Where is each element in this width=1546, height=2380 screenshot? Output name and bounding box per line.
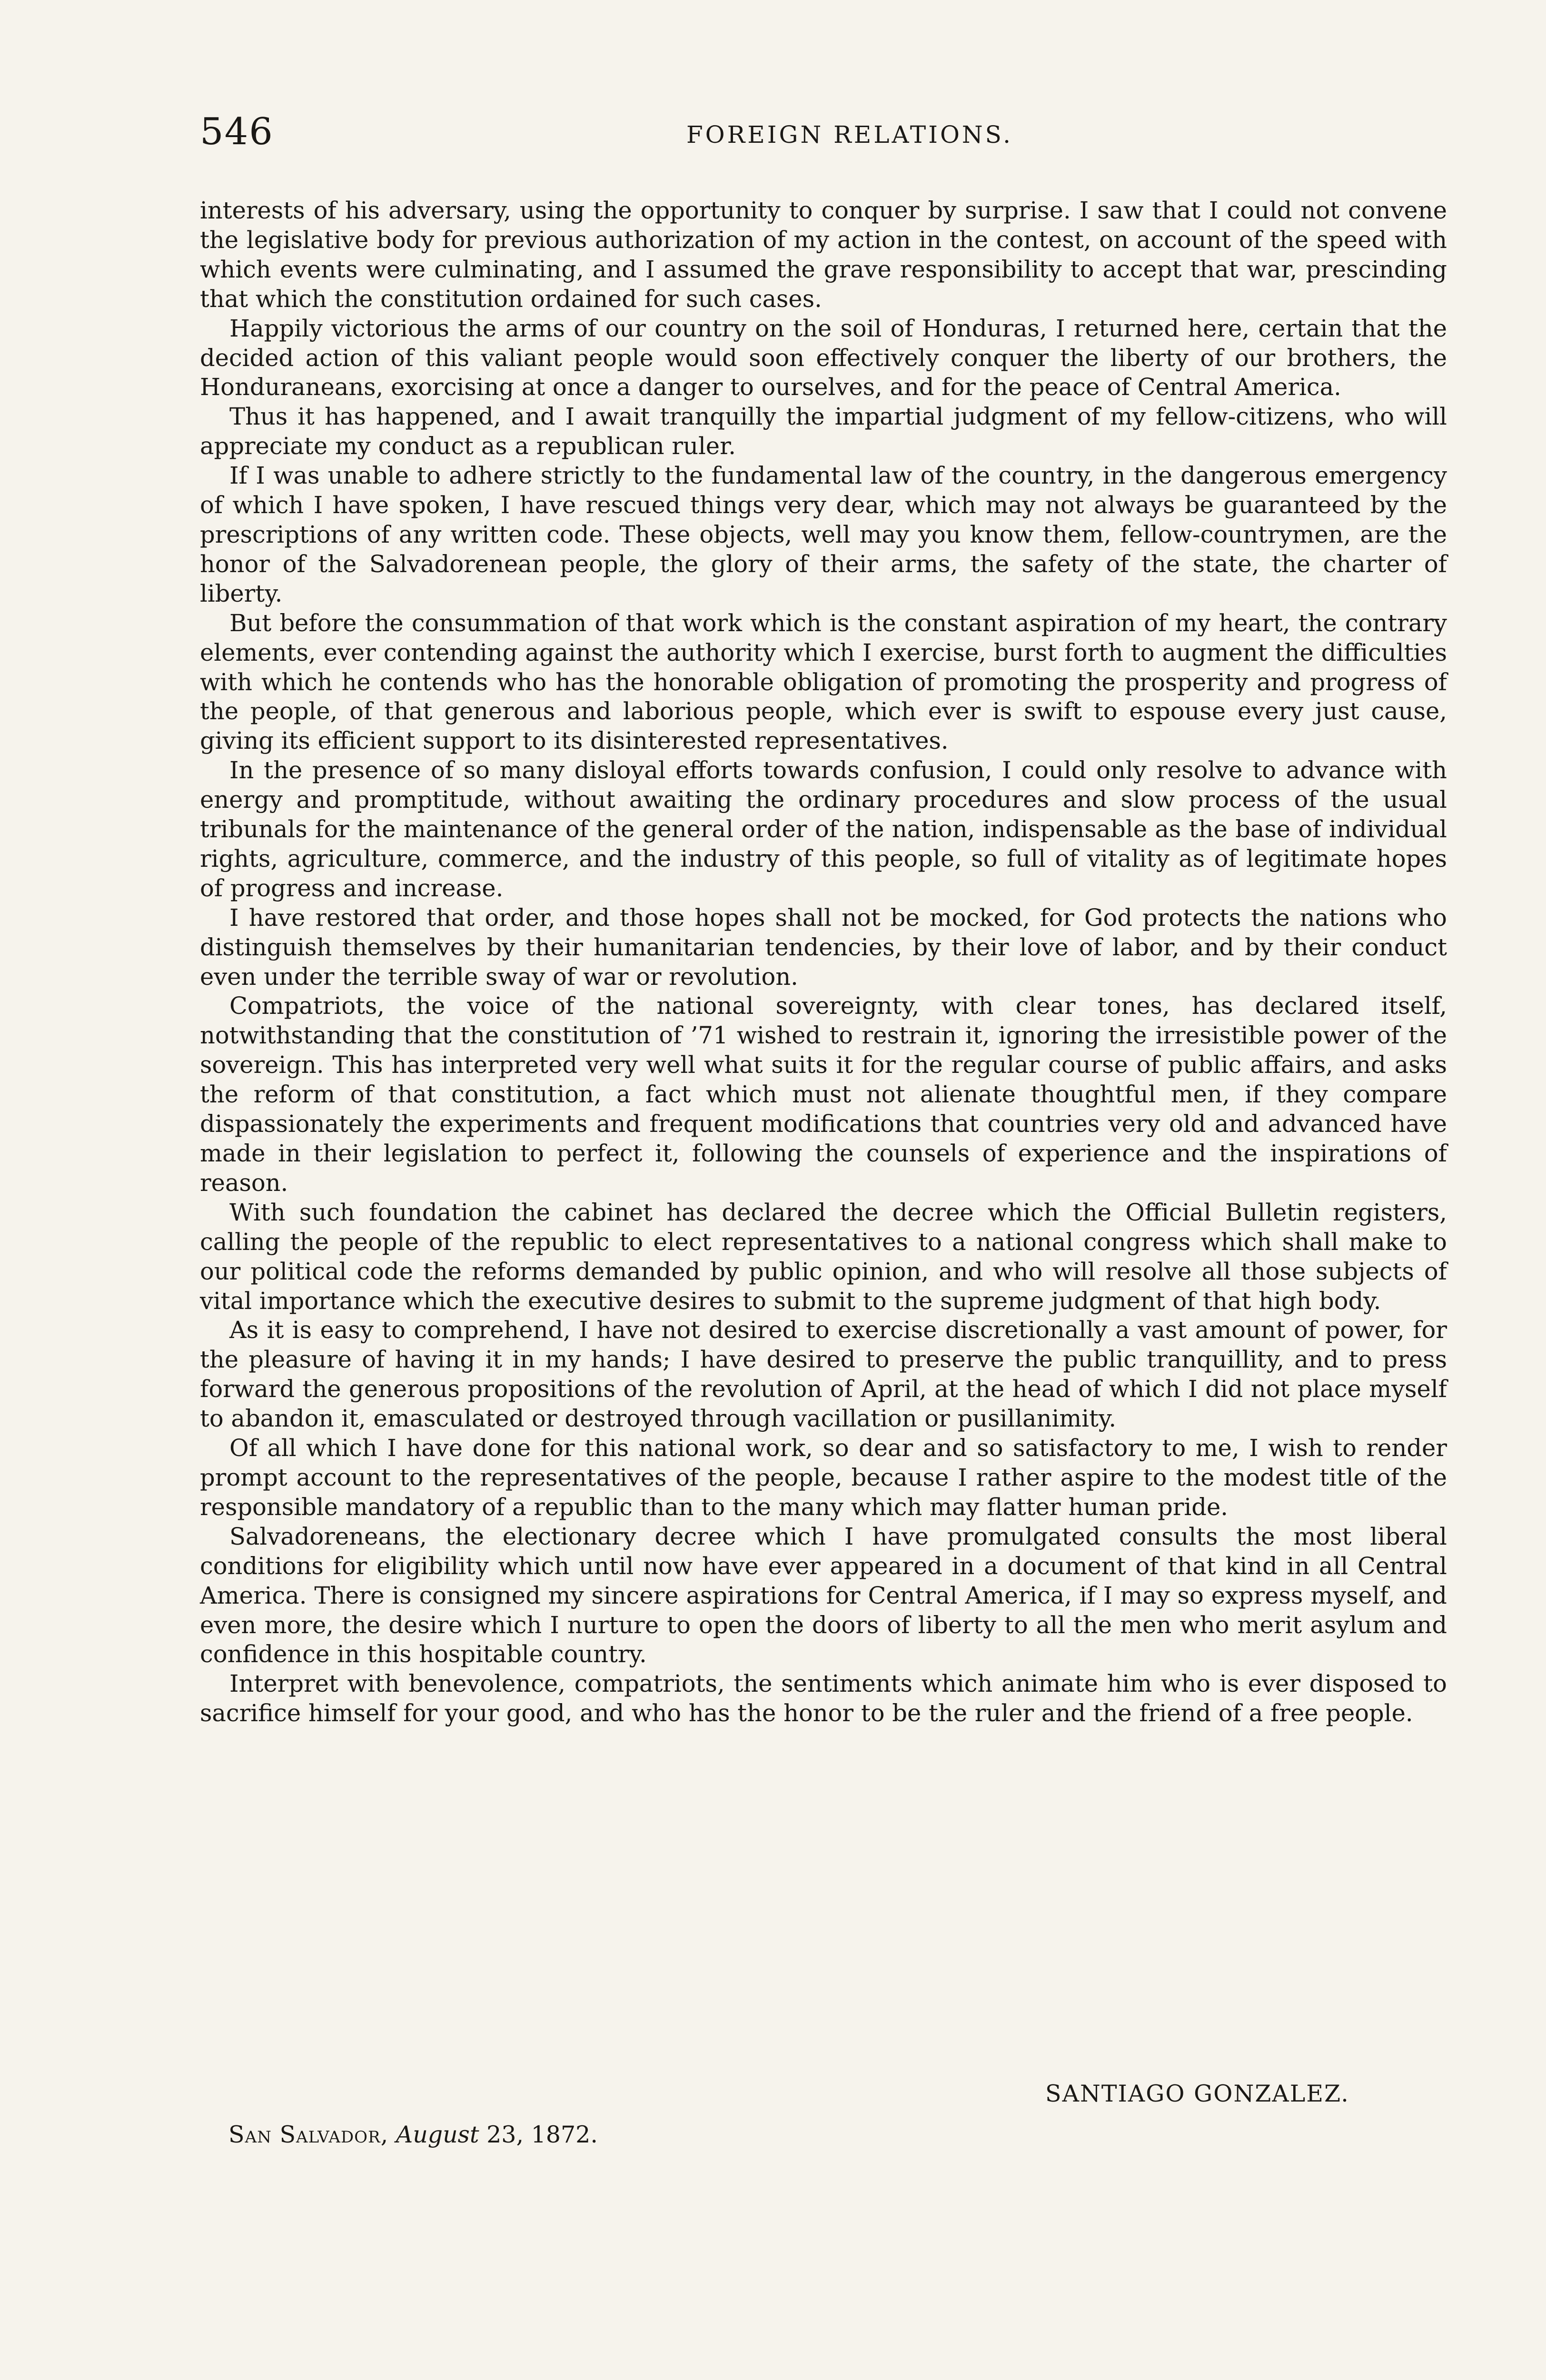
paragraph: As it is easy to comprehend, I have not desired to exercise discretionally a vast amount of power, for the pleasure of having it in my hands; I have desired to preserve the public tranquillity, and to press forward the generous propositions of the revolution of April, at the head of which I did not place myself to abandon it, emasculated or destroyed through vacillation or pusillanimity. — [200, 1316, 1447, 1433]
page-number: 546 — [200, 110, 274, 153]
dateline-month: August — [396, 2121, 479, 2148]
paragraph: With such foundation the cabinet has declared the decree which the Official Bulletin registers, calling the people of the republic to elect representatives to a national congress which shall make to our political code the reforms demanded by public opinion, and who will resolve all those subjects of vital importance which the executive desires to submit to the supreme judgment of that high body. — [200, 1198, 1447, 1315]
paragraph: Salvadoreneans, the electionary decree which I have promulgated consults the most liberal conditions for eligibility which until now have ever appeared in a document of that kind in all Central America. There is consigned my sincere aspirations for Central America, if I may so express myself, and even more, the desire which I nurture to open the doors of liberty to all the men who merit asylum and confidence in this hospitable country. — [200, 1522, 1447, 1668]
body-text — [200, 196, 1447, 1728]
paragraph: I have restored that order, and those hopes shall not be mocked, for God protects the nations who distinguish themselves by their humanitarian tendencies, by their love of labor, and by their conduct even under the terrible sway of war or revolution. — [200, 903, 1447, 991]
dateline-day-year: 23, 1872. — [486, 2121, 598, 2148]
signature: SANTIAGO GONZALEZ. — [1045, 2080, 1349, 2107]
dateline — [228, 2121, 598, 2148]
paragraph: In the presence of so many disloyal efforts towards confusion, I could only resolve to advance with energy and promptitude, without awaiting the ordinary procedures and slow process of the usual tribunals for the maintenance of the general order of the nation, indispensable as the base of individual rights, agriculture, commerce, and the industry of this people, so full of vitality as of legitimate hopes of progress and increase. — [200, 756, 1447, 902]
paragraph: Thus it has happened, and I await tranquilly the impartial judgment of my fellow-citizens, who will appreciate my conduct as a republican ruler. — [200, 403, 1447, 460]
paragraph: If I was unable to adhere strictly to the fundamental law of the country, in the dangerous emergency of which I have spoken, I have rescued things very dear, which may not always be guaranteed by the prescriptions of any written code. These objects, well may you know them, fellow-countrymen, are the honor of the Salvadorenean people, the glory of their arms, the safety of the state, the charter of liberty. — [200, 462, 1447, 607]
paragraph: Compatriots, the voice of the national sovereignty, with clear tones, has declared itself, notwithstanding that the constitution of ’71 wished to restrain it, ignoring the irresistible power of the sovereign. This has interpreted very well what suits it for the regular course of public affairs, and asks the reform of that constitution, a fact which must not alienate thoughtful men, if they compare dispassionately the experiments and frequent modifications that countries very old and advanced have made in their legislation to perfect it, following the counsels of experience and the inspirations of reason. — [200, 992, 1447, 1197]
paragraph: But before the consummation of that work which is the constant aspiration of my heart, the contrary elements, ever contending against the authority which I exercise, burst forth to augment the difficulties with which he contends who has the honorable obligation of promoting the prosperity and progress of the people, of that generous and laborious people, which ever is swift to espouse every just cause, giving its efficient support to its disinterested representatives. — [200, 609, 1447, 755]
paragraph: Interpret with benevolence, compatriots, the sentiments which animate him who is ever disposed to sacrifice himself for your good, and who has the honor to be the ruler and the friend of a free people. — [200, 1670, 1447, 1727]
page-header — [200, 110, 1499, 163]
paragraph-continuation: interests of his adversary, using the opportunity to conquer by surprise. I saw that I could not convene the legislative body for previous authorization of my action in the contest, on account of the speed with which events were culminating, and I assumed the grave responsibility to accept that war, prescinding that which the constitution ordained for such cases. — [200, 197, 1447, 313]
paragraph: Of all which I have done for this national work, so dear and so satisfactory to me, I wish to render prompt account to the representatives of the people, because I rather aspire to the modest title of the responsible mandatory of a republic than to the many which may flatter human pride. — [200, 1434, 1447, 1521]
running-title: FOREIGN RELATIONS. — [686, 121, 1013, 149]
paragraph: Happily victorious the arms of our country on the soil of Honduras, I returned here, certain that the decided action of this valiant people would soon effectively conquer the liberty of our brothers, the Honduraneans, exorcising at once a danger to ourselves, and for the peace of Central America. — [200, 314, 1447, 401]
dateline-place: San Salvador, — [228, 2121, 389, 2148]
